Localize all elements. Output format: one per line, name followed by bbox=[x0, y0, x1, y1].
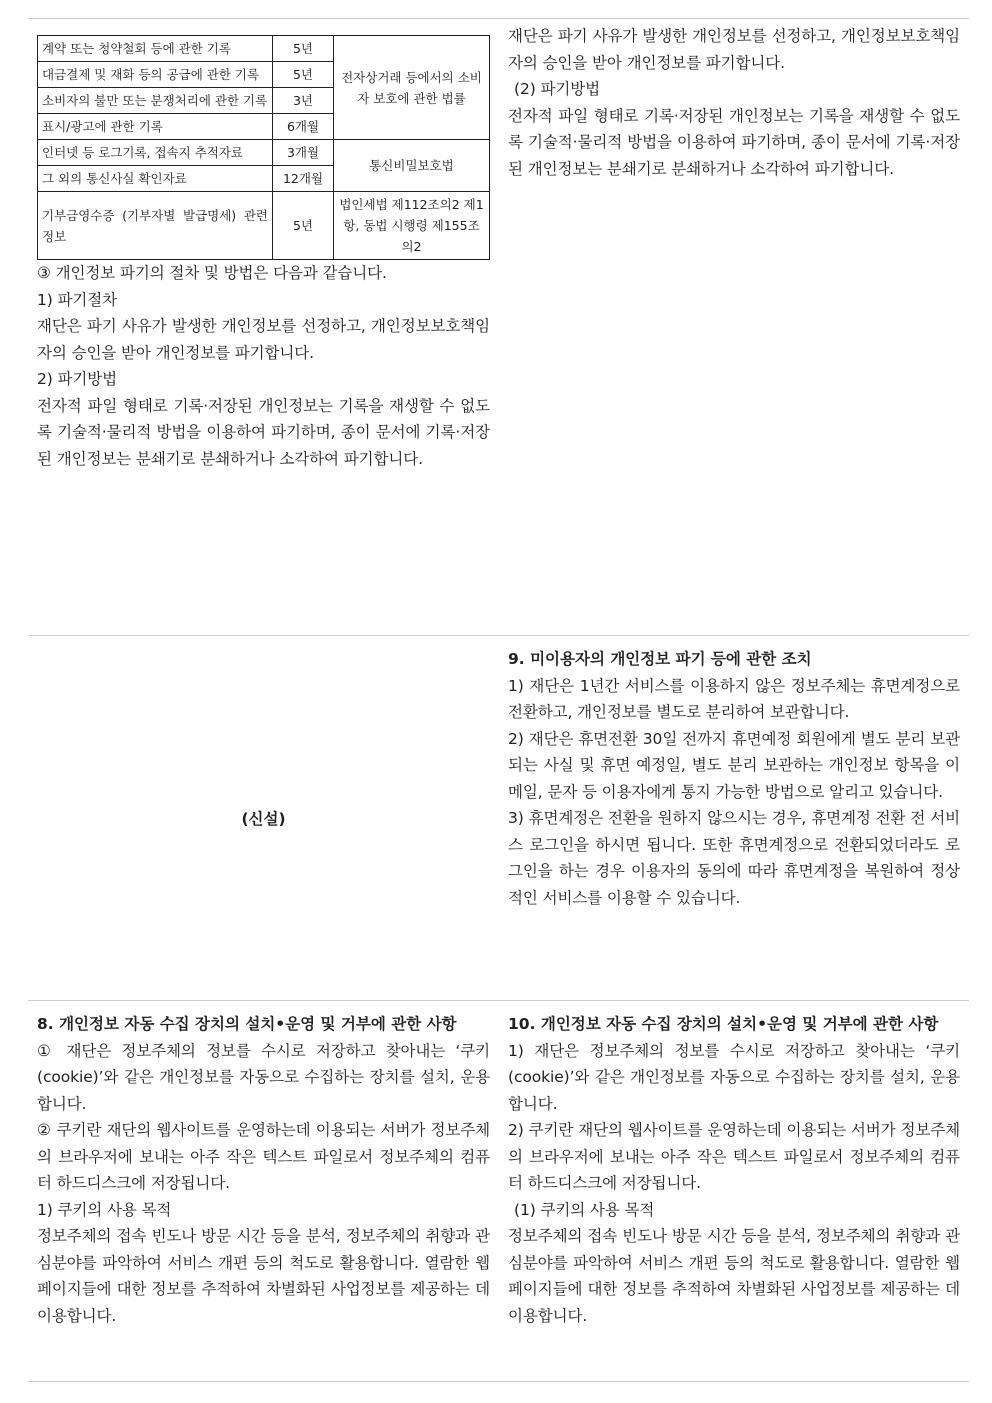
law-reference: 법인세법 제112조의2 제1항, 동법 시행령 제155조의2 bbox=[334, 192, 490, 260]
revised-version-column bbox=[499, 1001, 969, 1381]
record-item: 인터넷 등 로그기록, 접속지 추적자료 bbox=[38, 140, 273, 166]
current-version-column bbox=[28, 19, 499, 635]
retention-period: 3개월 bbox=[273, 140, 334, 166]
comparison-row-cookies bbox=[28, 1000, 969, 1382]
destruction-method-title: 2) 파기방법 bbox=[37, 370, 118, 388]
comparison-row-dormant bbox=[28, 635, 969, 1000]
record-item: 표시/광고에 관한 기록 bbox=[38, 114, 273, 140]
retention-period: 5년 bbox=[273, 36, 334, 62]
record-item: 기부금영수증 (기부자별 발급명세) 관련 정보 bbox=[38, 192, 273, 260]
paragraph: ① 재단은 정보주체의 정보를 수시로 저장하고 찾아내는 ‘쿠키(cookie)’와 같은 개인정보를 자동으로 수집하는 장치를 설치, 운용합니다. bbox=[37, 1041, 490, 1113]
destruction-method-body: 전자적 파일 형태로 기록·저장된 개인정보는 기록을 재생할 수 없도록 기술적·물리적 방법을 이용하여 파기하며, 종이 문서에 기록·저장된 개인정보는 분쇄기로 분쇄하거나 소각하여 파기합니다. bbox=[508, 106, 960, 178]
section-title: 8. 개인정보 자동 수집 장치의 설치•운영 및 거부에 관한 사항 bbox=[37, 1015, 457, 1033]
retention-period: 6개월 bbox=[273, 114, 334, 140]
paragraph: ② 쿠키란 재단의 웹사이트를 운영하는데 이용되는 서버가 정보주체의 브라우저에 보내는 아주 작은 텍스트 파일로서 정보주체의 컴퓨터 하드디스크에 저장됩니다. bbox=[37, 1121, 490, 1192]
destruction-procedure-title: 1) 파기절차 bbox=[37, 290, 118, 309]
comparison-row-destruction bbox=[28, 18, 969, 635]
paragraph: 2) 재단은 휴면전환 30일 전까지 휴면예정 회원에게 별도 분리 보관되는 사실 및 휴면 예정일, 별도 분리 보관하는 개인정보 항목을 이메일, 문자 등 이용자에게 통지 가능한 방법으로 알리고 있습니다. bbox=[508, 729, 960, 801]
paragraph: 2) 쿠키란 재단의 웹사이트를 운영하는데 이용되는 서버가 정보주체의 브라우저에 보내는 아주 작은 텍스트 파일로서 정보주체의 컴퓨터 하드디스크에 저장됩니다. bbox=[508, 1121, 960, 1192]
table-row bbox=[38, 140, 490, 166]
table-row bbox=[38, 36, 490, 62]
retention-period: 5년 bbox=[273, 192, 334, 260]
record-item: 계약 또는 청약철회 등에 관한 기록 bbox=[38, 36, 273, 62]
record-item: 그 외의 통신사실 확인자료 bbox=[38, 166, 273, 192]
revised-version-column bbox=[499, 636, 969, 1000]
law-reference: 전자상거래 등에서의 소비자 보호에 관한 법률 bbox=[334, 36, 490, 140]
destruction-intro: ③ 개인정보 파기의 절차 및 방법은 다음과 같습니다. bbox=[37, 264, 387, 282]
subsection-title: (1) 쿠키의 사용 목적 bbox=[514, 1200, 655, 1219]
destruction-method-body: 전자적 파일 형태로 기록·저장된 개인정보는 기록을 재생할 수 없도록 기술적·물리적 방법을 이용하여 파기하며, 종이 문서에 기록·저장된 개인정보는 분쇄기로 분쇄하거나 소각하여 파기합니다. bbox=[37, 396, 490, 468]
paragraph: 정보주체의 접속 빈도나 방문 시간 등을 분석, 정보주체의 취향과 관심분야를 파악하여 서비스 개편 등의 척도로 활용합니다. 열람한 웹페이지들에 대한 정보를 추적하여 차별화된 사업정보를 제공하는 데 이용합니다. bbox=[37, 1227, 490, 1325]
section-title: 9. 미이용자의 개인정보 파기 등에 관한 조치 bbox=[508, 650, 812, 668]
subsection-title: 1) 쿠키의 사용 목적 bbox=[37, 1200, 172, 1219]
section-title: 10. 개인정보 자동 수집 장치의 설치•운영 및 거부에 관한 사항 bbox=[508, 1015, 939, 1033]
retention-period: 12개월 bbox=[273, 166, 334, 192]
paragraph: 3) 휴면계정은 전환을 원하지 않으시는 경우, 휴면계정 전환 전 서비스 로그인을 하시면 됩니다. 또한 휴면계정으로 전환되었더라도 로그인을 하는 경우 이용자의 동의에 따라 휴면계정을 복원하여 정상적인 서비스를 이용할 수 있습니다. bbox=[508, 809, 960, 907]
paragraph: 1) 재단은 정보주체의 정보를 수시로 저장하고 찾아내는 ‘쿠키(cookie)’와 같은 개인정보를 자동으로 수집하는 장치를 설치, 운용합니다. bbox=[508, 1041, 960, 1113]
law-reference: 통신비밀보호법 bbox=[334, 140, 490, 192]
retention-period-table bbox=[37, 35, 490, 260]
retention-period: 3년 bbox=[273, 88, 334, 114]
current-version-column bbox=[28, 1001, 499, 1381]
new-clause-label: (신설) bbox=[241, 810, 286, 828]
retention-period: 5년 bbox=[273, 62, 334, 88]
destruction-procedure-body: 재단은 파기 사유가 발생한 개인정보를 선정하고, 개인정보보호책임자의 승인을 받아 개인정보를 파기합니다. bbox=[37, 317, 490, 362]
record-item: 소비자의 불만 또는 분쟁처리에 관한 기록 bbox=[38, 88, 273, 114]
comparison-document bbox=[28, 18, 969, 1382]
paragraph: 1) 재단은 1년간 서비스를 이용하지 않은 정보주체는 휴면계정으로 전환하고, 개인정보를 별도로 분리하여 보관합니다. bbox=[508, 676, 960, 721]
record-item: 대금결제 및 재화 등의 공급에 관한 기록 bbox=[38, 62, 273, 88]
table-row bbox=[38, 192, 490, 260]
paragraph: 정보주체의 접속 빈도나 방문 시간 등을 분석, 정보주체의 취향과 관심분야를 파악하여 서비스 개편 등의 척도로 활용합니다. 열람한 웹페이지들에 대한 정보를 추적하여 차별화된 사업정보를 제공하는 데 이용합니다. bbox=[508, 1227, 960, 1325]
destruction-procedure-body: 재단은 파기 사유가 발생한 개인정보를 선정하고, 개인정보보호책임자의 승인을 받아 개인정보를 파기합니다. bbox=[508, 27, 960, 72]
destruction-method-title: (2) 파기방법 bbox=[514, 80, 600, 98]
revised-version-column bbox=[499, 19, 969, 635]
